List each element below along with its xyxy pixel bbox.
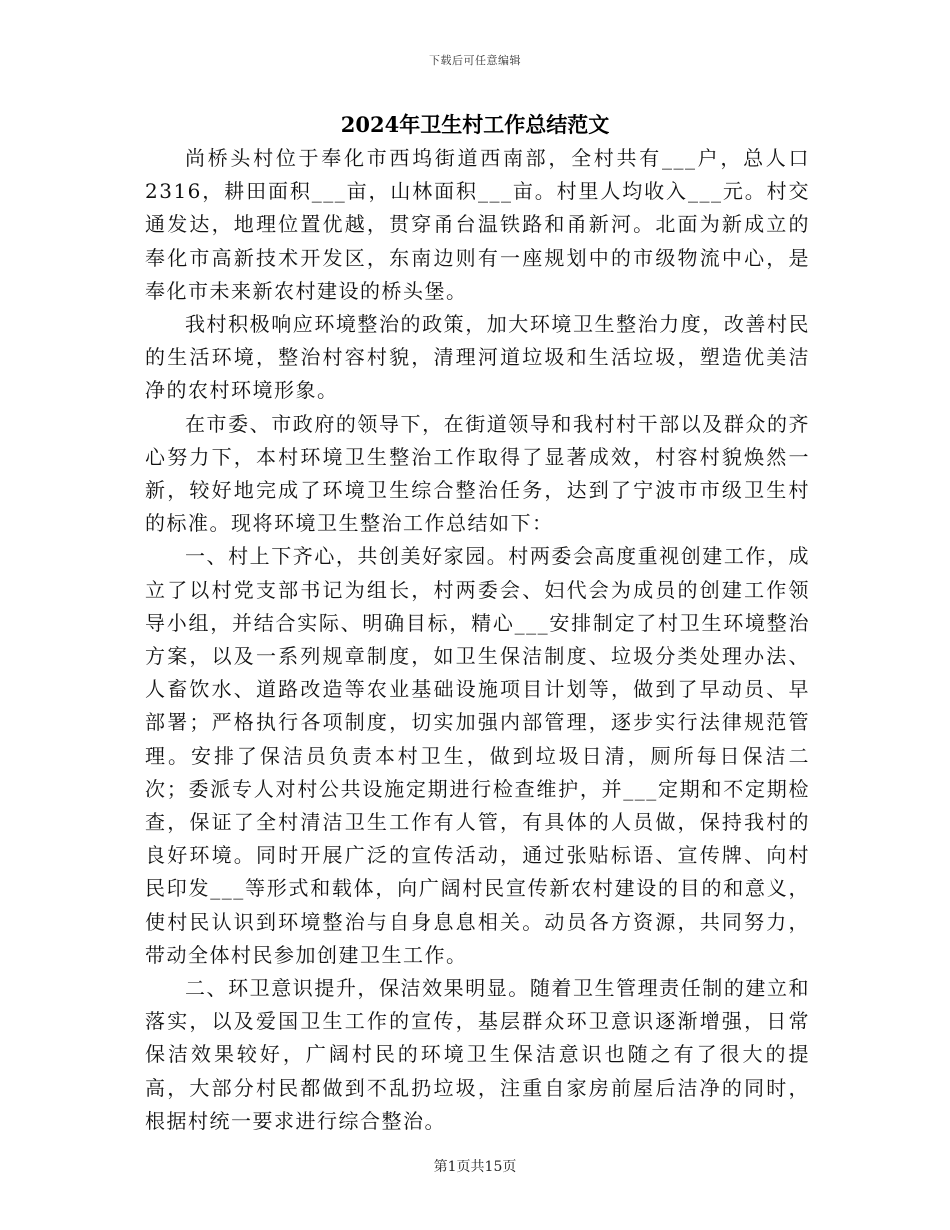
document-body [145, 142, 810, 1138]
paragraph-section-one: 一、村上下齐心，共创美好家园。村两委会高度重视创建工作，成立了以村党支部书记为组长，村两委会、妇代会为成员的创建工作领导小组，并结合实际、明确目标，精心___安排制定了村卫生环境整治方案，以及一系列规章制度，如卫生保洁制度、垃圾分类处理办法、人畜饮水、道路改造等农业基础设施项目计划等，做到了早动员、早部署；严格执行各项制度，切实加强内部管理，逐步实行法律规范管理。安排了保洁员负责本村卫生，做到垃圾日清，厕所每日保洁二次；委派专人对村公共设施定期进行检查维护，并___定期和不定期检查，保证了全村清洁卫生工作有人管，有具体的人员做，保持我村的良好环境。同时开展广泛的宣传活动，通过张贴标语、宣传牌、向村民印发___等形式和载体，向广阔村民宣传新农村建设的目的和意义，使村民认识到环境整治与自身息息相关。动员各方资源，共同努力，带动全体村民参加创建卫生工作。 [145, 544, 810, 967]
paragraph-policy-response: 我村积极响应环境整治的政策，加大环境卫生整治力度，改善村民的生活环境，整治村容村貌，清理河道垃圾和生活垃圾，塑造优美洁净的农村环境形象。 [145, 312, 810, 403]
paragraph-achievements: 在市委、市政府的领导下，在街道领导和我村村干部以及群众的齐心努力下，本村环境卫生整治工作取得了显著成效，村容村貌焕然一新，较好地完成了环境卫生综合整治任务，达到了宁波市市级卫生村的标准。现将环境卫生整治工作总结如下： [145, 411, 810, 536]
paragraph-section-two: 二、环卫意识提升，保洁效果明显。随着卫生管理责任制的建立和落实，以及爱国卫生工作的宣传，基层群众环卫意识逐渐增强，日常保洁效果较好，广阔村民的环境卫生保洁意识也随之有了很大的提高，大部分村民都做到不乱扔垃圾，注重自家房前屋后洁净的同时，根据村统一要求进行综合整治。 [145, 976, 810, 1133]
page-number-footer: 第1页共15页 [433, 1159, 517, 1175]
document-title: 2024年卫生村工作总结范文 [340, 112, 610, 137]
page-header-note: 下载后可任意编辑 [429, 54, 521, 67]
paragraph-village-intro: 尚桥头村位于奉化市西坞街道西南部，全村共有___户，总人口2316，耕田面积___亩，山林面积___亩。村里人均收入___元。村交通发达，地理位置优越，贯穿甬台温铁路和甬新河。北面为新成立的奉化市高新技术开发区，东南边则有一座规划中的市级物流中心，是奉化市未来新农村建设的桥头堡。 [145, 146, 810, 303]
